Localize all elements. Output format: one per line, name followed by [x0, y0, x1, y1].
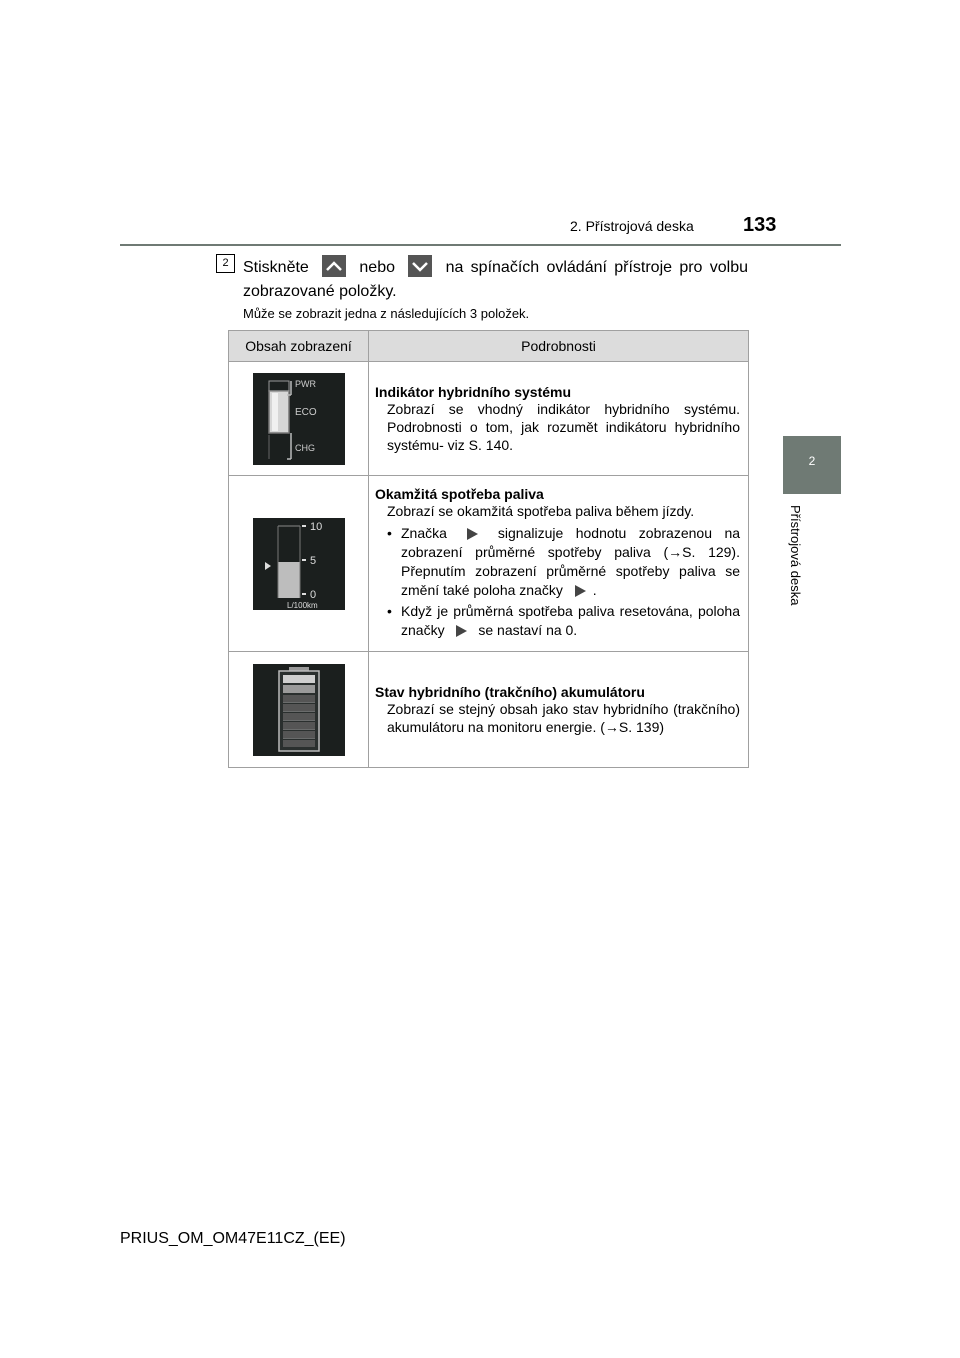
eco-label: ECO [294, 406, 317, 418]
chevron-down-icon [408, 255, 432, 277]
hybrid-indicator-image [253, 373, 345, 465]
marker-icon [454, 624, 468, 638]
fuel-consumption-image [253, 518, 345, 610]
item-description: Zobrazí se stejný obsah jako stav hybridního (trakčního) akumulátoru na monitoru energie. (→S. 139) [387, 700, 740, 735]
bullet-text: signalizuje hodnotu zobrazenou na zobrazení průměrné spotřeby paliva (→S. 129). Přepnutím zobrazení průměrné spotřeby paliva se změní také poloha značky [401, 524, 741, 598]
page-number: 133 [743, 214, 777, 236]
bullet-text: se nastaví na 0. [478, 621, 578, 638]
unit-label: L/100km [286, 600, 318, 610]
scale-0-label: 0 [309, 588, 316, 601]
section-title: 2. Přístrojová deska [570, 218, 694, 234]
table-row [229, 652, 749, 768]
instruction-text-1: Stiskněte [243, 259, 309, 276]
chapter-tab: 2 [783, 436, 841, 494]
details-cell [369, 476, 749, 652]
chapter-label: Přístrojová deska [788, 505, 803, 606]
image-cell [229, 652, 369, 768]
item-title: Indikátor hybridního systému [375, 383, 572, 400]
column-header-content: Obsah zobrazení [229, 331, 369, 362]
image-cell [229, 476, 369, 652]
instruction-text-3: na spínačích ovládání přístroje pro volbu zobrazované položky. [243, 259, 748, 300]
bullet-list [375, 524, 740, 640]
marker-icon [573, 584, 587, 598]
column-header-details: Podrobnosti [369, 331, 749, 362]
step-number: 2 [216, 254, 235, 273]
table-row [229, 476, 749, 652]
details-cell [369, 652, 749, 768]
table-row [229, 362, 749, 476]
item-description: Zobrazí se okamžitá spotřeba paliva během jízdy. [387, 502, 695, 519]
chevron-up-icon [322, 255, 346, 277]
marker-icon [465, 527, 479, 541]
bullet-text: Když je průměrná spotřeba paliva resetována, poloha značky [401, 602, 740, 638]
list-item [387, 524, 740, 600]
header-divider [120, 244, 841, 246]
item-title: Okamžitá spotřeba paliva [375, 485, 544, 502]
scale-5-label: 5 [309, 554, 316, 567]
bullet-text: Značka [401, 524, 447, 541]
item-title: Stav hybridního (trakčního) akumulátoru [375, 683, 645, 700]
scale-10-label: 10 [309, 520, 322, 533]
step-instruction [243, 256, 748, 304]
document-code: PRIUS_OM_OM47E11CZ_(EE) [120, 1230, 346, 1247]
image-cell [229, 362, 369, 476]
chg-label: CHG [294, 442, 315, 453]
display-items-table [228, 330, 749, 768]
note-text: Může se zobrazit jedna z následujících 3 položek. [243, 306, 530, 321]
bullet-text: . [592, 581, 597, 598]
instruction-text-2: nebo [359, 259, 395, 276]
details-cell [369, 362, 749, 476]
list-item [387, 602, 740, 640]
pwr-label: PWR [294, 378, 316, 389]
item-description: Zobrazí se vhodný indikátor hybridního systému. Podrobnosti o tom, jak rozumět indikátoru hybridního systému- viz S. 140. [387, 400, 740, 453]
battery-status-image [253, 664, 345, 756]
